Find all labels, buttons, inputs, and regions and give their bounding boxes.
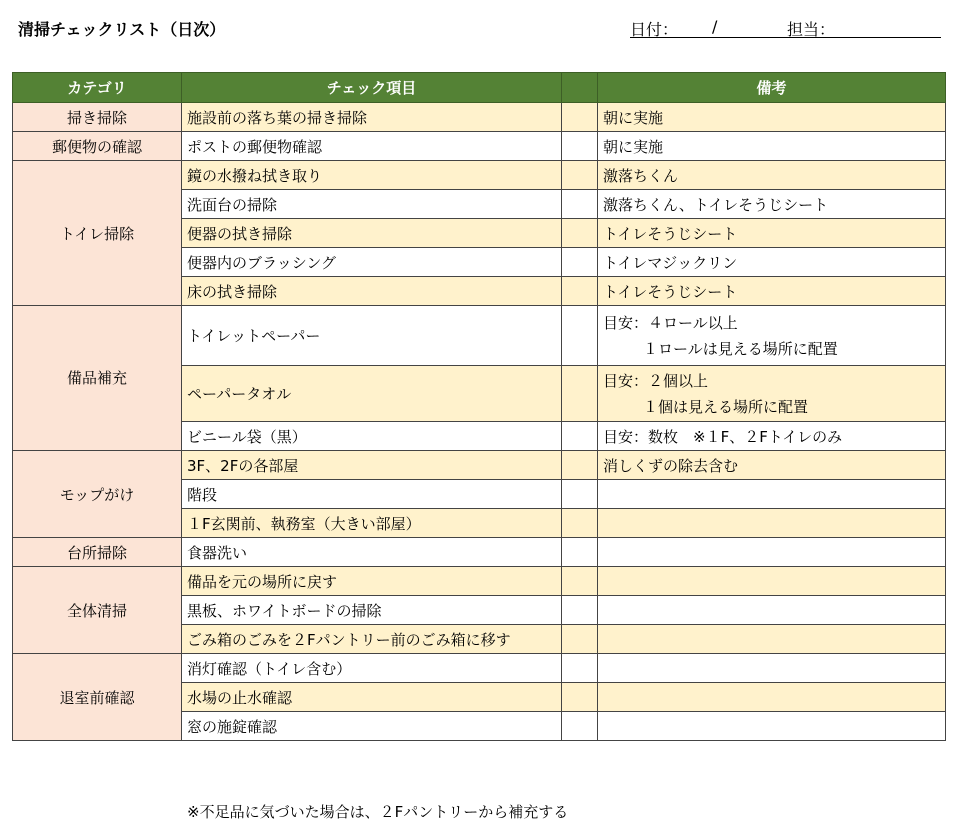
item-cell: １F玄関前、執務室（大きい部屋） [182, 509, 562, 538]
note-cell [598, 596, 946, 625]
note-cell [598, 654, 946, 683]
item-cell: 窓の施錠確認 [182, 712, 562, 741]
item-cell: 消灯確認（トイレ含む） [182, 654, 562, 683]
item-cell: ビニール袋（黒） [182, 422, 562, 451]
check-cell[interactable] [562, 306, 598, 366]
check-cell[interactable] [562, 161, 598, 190]
check-cell[interactable] [562, 567, 598, 596]
item-cell: トイレットペーパー [182, 306, 562, 366]
item-cell: 水場の止水確認 [182, 683, 562, 712]
item-cell: 備品を元の場所に戻す [182, 567, 562, 596]
item-cell: 便器内のブラッシング [182, 248, 562, 277]
item-cell: 床の拭き掃除 [182, 277, 562, 306]
item-cell: 鏡の水撥ね拭き取り [182, 161, 562, 190]
item-cell: ペーパータオル [182, 366, 562, 422]
check-cell[interactable] [562, 683, 598, 712]
item-cell: 便器の拭き掃除 [182, 219, 562, 248]
table-row [13, 538, 946, 567]
note-cell [598, 538, 946, 567]
check-cell[interactable] [562, 596, 598, 625]
item-cell: 洗面台の掃除 [182, 190, 562, 219]
checklist-table [12, 72, 946, 741]
check-cell[interactable] [562, 219, 598, 248]
person-label: 担当： [787, 20, 836, 39]
check-cell[interactable] [562, 451, 598, 480]
date-person-field[interactable] [630, 17, 941, 38]
column-header-note: 備考 [598, 73, 946, 103]
note-cell [598, 625, 946, 654]
note-cell: トイレそうじシート [598, 277, 946, 306]
item-cell: 黒板、ホワイトボードの掃除 [182, 596, 562, 625]
category-cell: 退室前確認 [13, 654, 182, 741]
check-cell[interactable] [562, 422, 598, 451]
check-cell[interactable] [562, 480, 598, 509]
item-cell: 3F、2Fの各部屋 [182, 451, 562, 480]
footer-note: ※不足品に気づいた場合は、２Fパントリーから補充する [187, 803, 569, 821]
note-line-1: 目安：４ロール以上 [603, 313, 738, 332]
column-header-check [562, 73, 598, 103]
item-cell: 階段 [182, 480, 562, 509]
category-cell: 郵便物の確認 [13, 132, 182, 161]
table-row [13, 567, 946, 596]
note-cell [598, 509, 946, 538]
note-cell: 消しくずの除去含む [598, 451, 946, 480]
page-title: 清掃チェックリスト（日次） [18, 20, 226, 39]
note-line-2: １ロールは見える場所に配置 [643, 339, 838, 358]
note-cell [598, 712, 946, 741]
check-cell[interactable] [562, 712, 598, 741]
category-cell: 全体清掃 [13, 567, 182, 654]
table-row [13, 451, 946, 480]
check-cell[interactable] [562, 132, 598, 161]
date-label: 日付： [630, 20, 679, 39]
category-cell: 掃き掃除 [13, 103, 182, 132]
note-cell [598, 567, 946, 596]
note-cell: トイレマジックリン [598, 248, 946, 277]
note-cell: 目安：数枚 ※１F、２Fトイレのみ [598, 422, 946, 451]
note-cell [598, 306, 946, 366]
check-cell[interactable] [562, 509, 598, 538]
item-cell: 食器洗い [182, 538, 562, 567]
note-line-1: 目安：２個以上 [603, 371, 709, 390]
table-row [13, 103, 946, 132]
check-cell[interactable] [562, 625, 598, 654]
table-row [13, 306, 946, 366]
column-header-item: チェック項目 [182, 73, 562, 103]
note-cell: トイレそうじシート [598, 219, 946, 248]
category-cell: 台所掃除 [13, 538, 182, 567]
item-cell: ごみ箱のごみを２Fパントリー前のごみ箱に移す [182, 625, 562, 654]
note-cell: 朝に実施 [598, 103, 946, 132]
check-cell[interactable] [562, 277, 598, 306]
table-row [13, 161, 946, 190]
table-row [13, 132, 946, 161]
category-cell: トイレ掃除 [13, 161, 182, 306]
note-line-2: １個は見える場所に配置 [643, 397, 809, 416]
item-cell: 施設前の落ち葉の掃き掃除 [182, 103, 562, 132]
note-cell [598, 366, 946, 422]
note-cell [598, 683, 946, 712]
note-cell: 激落ちくん [598, 161, 946, 190]
column-header-category: カテゴリ [13, 73, 182, 103]
check-cell[interactable] [562, 190, 598, 219]
category-cell: 備品補充 [13, 306, 182, 451]
check-cell[interactable] [562, 248, 598, 277]
check-cell[interactable] [562, 654, 598, 683]
table-row [13, 654, 946, 683]
item-cell: ポストの郵便物確認 [182, 132, 562, 161]
date-separator: / [712, 17, 718, 36]
check-cell[interactable] [562, 366, 598, 422]
category-cell: モップがけ [13, 451, 182, 538]
note-cell: 朝に実施 [598, 132, 946, 161]
check-cell[interactable] [562, 103, 598, 132]
note-cell: 激落ちくん、トイレそうじシート [598, 190, 946, 219]
note-cell [598, 480, 946, 509]
check-cell[interactable] [562, 538, 598, 567]
